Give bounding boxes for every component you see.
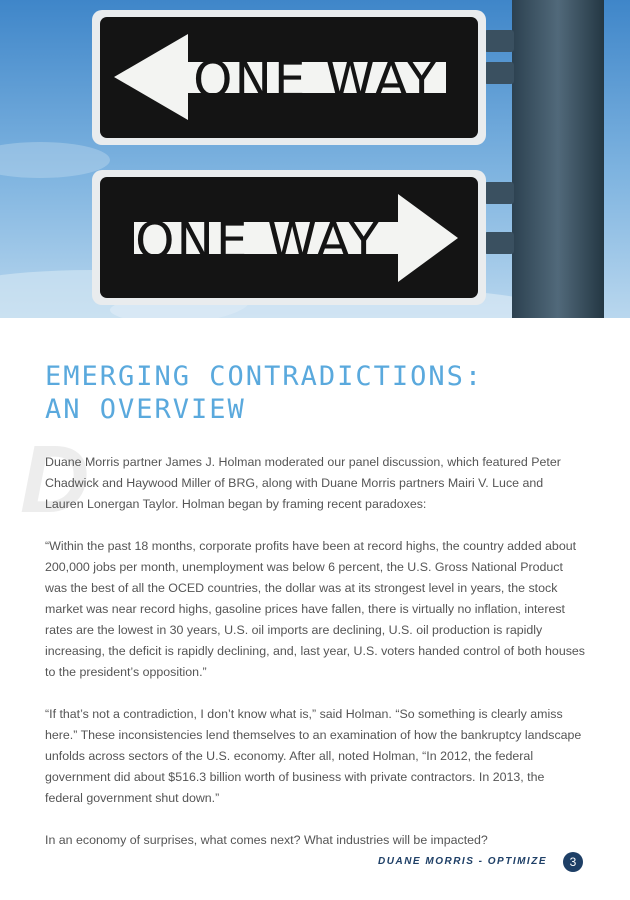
- paragraph-quote: “Within the past 18 months, corporate profits have been at record highs, the country added about 200,000 jobs per month, unemployment was below 6 percent, the U.S. Gross National Product was the best of all the OCED countries, the dollar was at its strongest level in years, the stock market was near record highs, gasoline prices have fallen, there is virtually no inflation, interest rates are the lowest in 30 years, U.S. oil imports are declining, U.S. oil production is rapidly increasing, the deficit is rapidly declining, and, last year, U.S. voters handed control of both houses to the president’s opposition.”: [45, 539, 585, 679]
- hero-photo: [0, 0, 630, 318]
- page-number-badge: 3: [563, 852, 583, 872]
- paragraph-intro: Duane Morris partner James J. Holman moderated our panel discussion, which featured Peter Chadwick and Haywood Miller of BRG, along with Duane Morris partners Mairi V. Luce and Lauren Lonergan Taylor. Holman began by framing recent paradoxes:: [45, 455, 561, 511]
- sign-pole: [512, 0, 604, 318]
- footer-publication-label: DUANE MORRIS - OPTIMIZE: [378, 856, 547, 867]
- article-body: [45, 452, 585, 872]
- dropcap-letter: D: [20, 426, 90, 533]
- one-way-sign-bottom: [92, 170, 486, 305]
- sign-bottom-label: ONE WAY: [135, 212, 381, 270]
- section-title: [45, 360, 483, 426]
- section-title-line-1: EMERGING CONTRADICTIONS:: [45, 361, 484, 392]
- sign-top-label: ONE WAY: [193, 51, 439, 109]
- paragraph-contradiction: “If that’s not a contradiction, I don’t know what is,” said Holman. “So something is clearly amiss here.” These inconsistencies lend themselves to an examination of how the bankruptcy landscape unfolds across sectors of the U.S. economy. After all, noted Holman, “In 2012, the federal government did about $516.3 billion worth of business with private contractors. In 2013, the federal government shut down.”: [45, 707, 582, 805]
- one-way-sign-top: [92, 10, 486, 145]
- paragraph-closing: In an economy of surprises, what comes next? What industries will be impacted?: [45, 833, 488, 847]
- section-title-line-2: AN OVERVIEW: [45, 394, 246, 425]
